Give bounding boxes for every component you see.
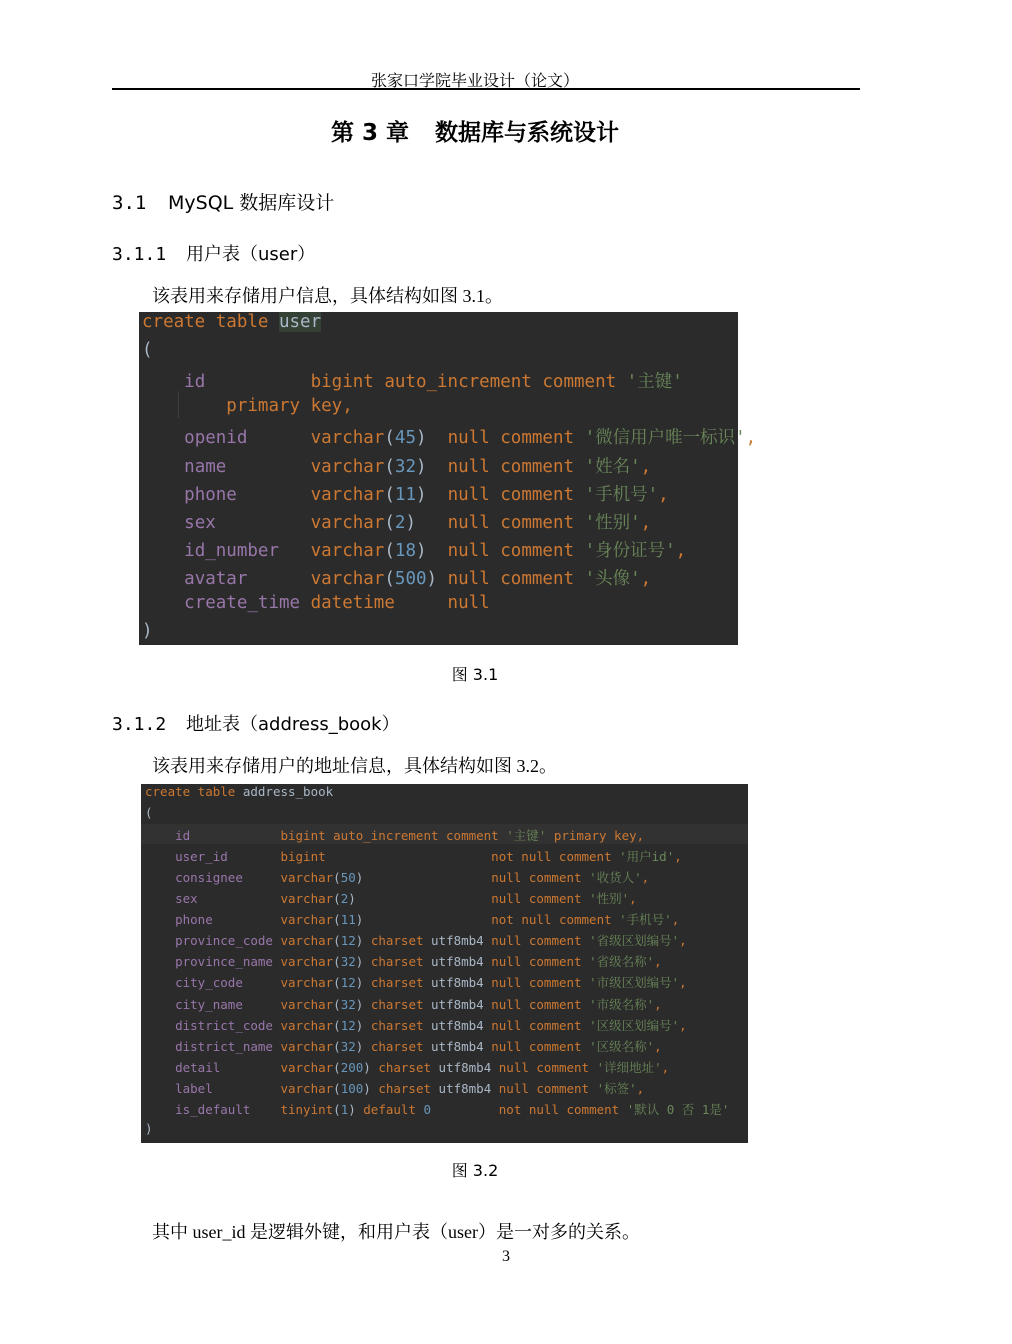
code-token: utf8mb4 [431, 933, 492, 949]
code-line [142, 565, 652, 589]
code-token: null comment [498, 1059, 597, 1075]
closing-paragraph: 其中 user_id 是逻辑外键，和用户表（user）是一对多的关系。 [152, 1222, 640, 1242]
code-token: charset [378, 1080, 439, 1096]
code-token: '详细地址' [596, 1059, 662, 1075]
code-token [142, 541, 184, 561]
code-token: ) [355, 933, 371, 949]
code-token: '市级名称' [589, 996, 655, 1012]
code-token: district_code [175, 1017, 281, 1033]
section-number: 3.1 [112, 192, 147, 214]
code-token: ) [415, 456, 448, 477]
code-token: '姓名' [584, 456, 641, 477]
chapter-name: 数据库与系统设计 [435, 120, 620, 146]
code-line [145, 952, 662, 972]
code-token: ) [355, 954, 371, 970]
code-token: 100 [340, 1080, 364, 1096]
code-token: ( [145, 805, 153, 821]
code-token: , [674, 849, 682, 865]
code-token: '用户id' [619, 849, 675, 865]
code-token: varchar [310, 512, 385, 533]
section-heading-3-1 [112, 188, 334, 215]
code-token: is_default [175, 1101, 281, 1117]
code-line [142, 481, 669, 505]
code-token [145, 975, 175, 990]
code-token: district_name [175, 1038, 281, 1054]
code-token: ) [355, 975, 371, 991]
code-token: phone [175, 912, 281, 928]
section-title: 用户表（user） [186, 244, 316, 265]
code-line [142, 340, 153, 360]
code-token: ( [333, 1017, 341, 1033]
chapter-title [0, 114, 950, 147]
code-token: consignee [175, 870, 281, 886]
code-token: varchar [310, 568, 385, 589]
code-token: , [640, 456, 652, 477]
section-intro-paragraph: 该表用来存储用户信息，具体结构如图 3.1。 [152, 286, 503, 306]
code-token: charset [370, 1038, 432, 1054]
code-token: bigint auto_increment comment [280, 828, 507, 844]
code-token: '市级区划编号' [589, 975, 680, 991]
code-token: '身份证号' [584, 540, 676, 561]
code-token [145, 912, 175, 927]
code-line [142, 593, 490, 613]
code-token: utf8mb4 [431, 975, 492, 991]
code-token [145, 870, 175, 885]
code-token: utf8mb4 [438, 1080, 499, 1096]
code-line [142, 453, 652, 477]
code-token: primary key, [546, 828, 645, 844]
code-token: charset [370, 975, 432, 991]
code-line [142, 424, 757, 449]
code-token: 12 [340, 933, 356, 949]
code-line [145, 868, 649, 888]
code-token: '区级区划编号' [589, 1017, 680, 1033]
code-token: '性别' [589, 891, 630, 907]
code-token: ( [384, 540, 395, 561]
code-token: '省级区划编号' [589, 933, 680, 949]
code-token: varchar [310, 456, 385, 477]
code-token: varchar [280, 870, 334, 886]
code-token [145, 849, 175, 864]
chapter-number: 第 3 章 [330, 120, 410, 146]
code-line [145, 889, 637, 909]
code-token: varchar [310, 428, 385, 449]
code-line [142, 368, 683, 393]
section-title: 地址表（address_book） [186, 714, 400, 735]
code-token: 45 [394, 428, 416, 449]
code-token: sex [175, 891, 281, 907]
code-token: '主键' [626, 372, 683, 393]
code-token: ( [333, 975, 341, 991]
code-token: ( [333, 996, 341, 1012]
code-token: utf8mb4 [431, 954, 492, 970]
code-token: charset [378, 1059, 439, 1075]
code-token: varchar [280, 975, 334, 991]
code-token [145, 933, 175, 948]
code-token [431, 1102, 499, 1117]
code-token [145, 891, 175, 906]
code-token: 50 [340, 870, 356, 886]
code-token: '默认 0 否 1是' [626, 1101, 730, 1117]
header-rule [112, 88, 860, 90]
code-token: phone [184, 484, 311, 505]
code-token: city_name [175, 996, 281, 1012]
code-token: , [679, 933, 687, 949]
code-token: create table [145, 784, 243, 799]
code-token: ( [333, 891, 341, 907]
code-token: ) [348, 1101, 364, 1117]
code-token: bigint not null comment [280, 849, 620, 865]
code-token: varchar [310, 484, 385, 505]
code-token: ( [384, 512, 395, 533]
code-token: null comment [447, 540, 585, 561]
section-heading-3-1-2 [112, 710, 400, 736]
code-line [145, 973, 687, 993]
code-token: 32 [340, 1038, 356, 1054]
code-token: utf8mb4 [431, 1038, 492, 1054]
code-token: avatar [184, 568, 311, 589]
code-token: varchar [280, 933, 334, 949]
code-token: charset [370, 933, 432, 949]
code-token: charset [370, 954, 432, 970]
code-token: ) [145, 1120, 153, 1136]
code-token: bigint auto_increment comment [310, 372, 627, 393]
page-header-title: 张家口学院毕业设计（论文） [370, 73, 579, 90]
code-token: varchar [280, 954, 334, 970]
code-token: null comment [447, 568, 585, 589]
code-token: '收货人' [589, 870, 642, 886]
code-token: '头像' [584, 568, 641, 589]
code-line [145, 910, 679, 930]
code-token [145, 954, 175, 969]
code-token: ( [384, 428, 395, 449]
code-token: default [363, 1101, 424, 1117]
code-line [142, 537, 687, 561]
code-token: utf8mb4 [431, 1017, 492, 1033]
code-token: sex [184, 512, 311, 533]
code-token: , [661, 1059, 670, 1075]
code-token: varchar [280, 912, 334, 928]
code-token [145, 1018, 175, 1033]
code-token: varchar [310, 540, 385, 561]
section-intro-paragraph: 该表用来存储用户的地址信息，具体结构如图 3.2。 [152, 756, 557, 776]
code-token: ) [363, 1059, 379, 1075]
code-line [145, 784, 333, 804]
code-line [145, 1079, 644, 1099]
code-token: ( [142, 340, 153, 361]
code-token: ) [355, 1017, 371, 1033]
code-token: null comment [447, 484, 585, 505]
code-token [145, 1102, 175, 1117]
code-line [142, 509, 652, 533]
code-token: 0 [423, 1101, 432, 1117]
code-token: , [679, 1017, 687, 1033]
code-token: ) [415, 540, 448, 561]
section-title: MySQL 数据库设计 [168, 192, 335, 214]
code-token: 2 [394, 512, 406, 533]
code-token: ( [333, 912, 341, 928]
code-line [142, 396, 353, 416]
code-token [145, 1060, 175, 1075]
code-token: , [640, 568, 652, 589]
code-token: null comment [491, 891, 590, 907]
code-token: user_id [175, 849, 281, 865]
code-token: ) [355, 912, 492, 928]
code-token: 11 [340, 912, 356, 928]
code-token: varchar [280, 1059, 334, 1075]
code-token: ( [384, 456, 395, 477]
code-token: utf8mb4 [431, 996, 492, 1012]
code-token: null comment [491, 996, 590, 1012]
code-token: city_code [175, 975, 281, 991]
code-token: 500 [394, 568, 427, 589]
code-token [142, 593, 184, 613]
code-token: ( [333, 870, 341, 886]
code-token: null comment [447, 428, 585, 449]
section-heading-3-1-1 [112, 240, 315, 266]
code-line [145, 1121, 153, 1141]
code-token: '区级名称' [589, 1038, 655, 1054]
code-token: 32 [340, 996, 356, 1012]
code-token: '微信用户唯一标识' [584, 428, 746, 449]
code-token: '手机号' [619, 912, 672, 928]
code-token [145, 997, 175, 1012]
page-number: 3 [502, 1248, 510, 1265]
code-token [142, 485, 184, 505]
code-token [142, 372, 184, 392]
code-token: 1 [340, 1101, 349, 1117]
code-token: id [184, 372, 311, 393]
code-token: 200 [340, 1059, 364, 1075]
code-token: , [679, 975, 687, 991]
code-token: '性别' [584, 512, 641, 533]
code-token: varchar [280, 1017, 334, 1033]
code-token [142, 569, 184, 589]
code-token: province_name [175, 954, 281, 970]
code-token: '主键' [506, 828, 547, 844]
code-token: ) [142, 621, 153, 642]
code-token: , [640, 512, 652, 533]
code-token: create table [142, 312, 279, 332]
code-line [142, 621, 153, 641]
code-token: ( [333, 1080, 341, 1096]
code-token [142, 457, 184, 477]
code-line [145, 1016, 687, 1036]
code-token: 11 [394, 484, 416, 505]
code-token: '手机号' [584, 484, 659, 505]
figure-caption-3-2: 图 3.2 [451, 1161, 499, 1180]
code-token: ) [355, 996, 371, 1012]
code-token: varchar [280, 891, 334, 907]
section-number: 3.1.1 [112, 244, 167, 265]
code-line [145, 847, 682, 867]
code-token: varchar [280, 996, 334, 1012]
code-token: user [278, 312, 322, 332]
code-token: ) [355, 1038, 371, 1054]
code-token: 12 [340, 1017, 356, 1033]
code-token: ) [415, 428, 448, 449]
code-token: 2 [340, 891, 349, 907]
code-token: , [654, 1038, 662, 1054]
code-token: ( [333, 1101, 341, 1117]
code-token: id_number [184, 540, 311, 561]
code-token: id [175, 828, 281, 844]
code-token: null comment [498, 1080, 597, 1096]
code-token [145, 1039, 175, 1054]
code-token: create_time [184, 593, 311, 613]
code-token: tinyint [280, 1101, 334, 1117]
code-token: null comment [491, 954, 590, 970]
code-token: , [654, 954, 662, 970]
code-line [145, 1100, 729, 1120]
code-block-user-table [139, 312, 757, 645]
code-token: , [671, 912, 680, 928]
code-token: not null comment [498, 1101, 627, 1117]
code-token: 12 [340, 975, 356, 991]
code-token: , [636, 1080, 645, 1096]
code-token [142, 396, 226, 416]
code-token: , [745, 428, 757, 449]
code-block-address-book-table [141, 784, 748, 1143]
code-token [142, 428, 184, 448]
code-token: ( [384, 568, 395, 589]
code-token: '省级名称' [589, 954, 655, 970]
code-token: openid [184, 428, 311, 449]
code-line [145, 995, 662, 1015]
code-token: , [629, 891, 637, 907]
code-token: charset [370, 996, 432, 1012]
code-token: not null comment [491, 912, 620, 928]
code-token: ( [333, 933, 341, 949]
code-token: ) [348, 891, 492, 907]
code-token: ( [333, 1059, 341, 1075]
code-token: , [658, 484, 669, 505]
section-number: 3.1.2 [112, 714, 167, 735]
code-token: null comment [491, 1017, 590, 1033]
figure-caption-3-1: 图 3.1 [451, 665, 499, 684]
code-token: detail [175, 1059, 281, 1075]
code-token [145, 1081, 175, 1096]
code-token: , [641, 870, 650, 886]
code-token [142, 513, 184, 533]
code-token: varchar [280, 1038, 334, 1054]
code-token: 32 [340, 954, 356, 970]
code-token: label [175, 1080, 281, 1096]
code-token: ( [333, 1038, 341, 1054]
code-token: utf8mb4 [438, 1059, 499, 1075]
code-token: datetime null [310, 593, 490, 613]
code-token: '标签' [596, 1080, 637, 1096]
code-token: ) [405, 512, 448, 533]
code-token: null comment [491, 870, 590, 886]
code-token: province_code [175, 933, 281, 949]
code-token: null comment [491, 933, 590, 949]
code-token: ) [363, 1080, 379, 1096]
code-token: null comment [447, 512, 585, 533]
code-line [145, 805, 153, 825]
code-token: , [654, 996, 662, 1012]
code-token: charset [370, 1017, 432, 1033]
code-token: ( [384, 484, 395, 505]
code-token: null comment [491, 975, 590, 991]
code-line [145, 1058, 669, 1078]
code-token: ( [333, 954, 341, 970]
code-token: 18 [394, 540, 416, 561]
code-token: null comment [447, 456, 585, 477]
code-token: ) [355, 870, 492, 886]
code-token: null comment [491, 1038, 590, 1054]
code-token: ) [426, 568, 448, 589]
code-token: address_book [242, 784, 334, 799]
code-line [142, 312, 321, 332]
code-token: , [675, 540, 687, 561]
code-token: primary key, [226, 396, 353, 417]
code-line [145, 1037, 662, 1057]
code-line [145, 826, 644, 846]
code-token: varchar [280, 1080, 334, 1096]
code-line [145, 931, 687, 951]
code-token: 32 [394, 456, 416, 477]
code-token [145, 828, 175, 843]
code-token: name [184, 456, 311, 477]
code-token: ) [415, 484, 448, 505]
